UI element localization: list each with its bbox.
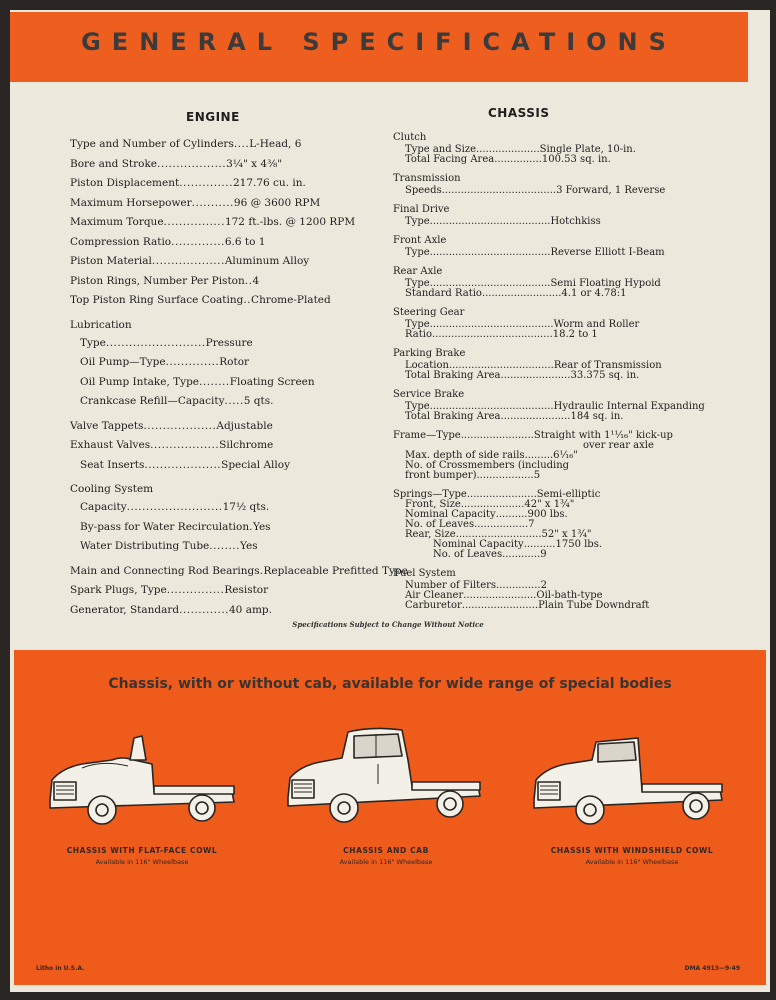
spec-label: Type (405, 247, 430, 258)
change-notice: Specifications Subject to Change Without Notice (292, 620, 484, 629)
spec-label: front bumper) (405, 470, 477, 481)
spec-label: Rear, Size (405, 529, 456, 540)
spec-value: Floating Screen (229, 375, 315, 388)
spec-label: Ratio (405, 329, 432, 340)
spec-label: Maximum Torque (70, 216, 164, 228)
spec-label: Type (80, 336, 106, 349)
front-axle-title: Front Axle (393, 235, 447, 246)
spec-row (393, 248, 748, 258)
spec-label: Number of Filters (405, 580, 497, 591)
spec-label: By-pass for Water Recirculation (80, 520, 250, 533)
spec-value: Pressure (205, 336, 253, 349)
spec-label: Total Facing Area (405, 154, 495, 165)
spec-label: Speeds (405, 185, 442, 196)
clutch-title: Clutch (393, 132, 427, 143)
spec-row (70, 174, 390, 194)
spec-label: Type (405, 278, 430, 289)
leader-dots: ................... (143, 419, 217, 432)
spec-label: Nominal Capacity (405, 509, 496, 520)
leader-dots: .............. (179, 177, 233, 189)
leader-dots: . (249, 520, 253, 533)
spec-label: Air Cleaner (405, 590, 464, 601)
leader-dots: .................... (476, 144, 540, 155)
spec-label: Type (405, 216, 430, 227)
spec-label: Carburetor (405, 600, 462, 611)
spec-row (393, 155, 748, 165)
spec-value: Rear of Transmission (553, 360, 662, 371)
leader-dots: ........................ (461, 600, 539, 611)
spec-row (70, 353, 390, 373)
spec-label: Type and Number of Cylinders (70, 138, 234, 150)
cooling-title: Cooling System (70, 483, 154, 495)
leader-dots: ...................................... (429, 247, 551, 258)
spec-value: L-Head, 6 (249, 138, 302, 150)
leader-dots: ................................. (448, 360, 554, 371)
spec-label: No. of Leaves (433, 549, 503, 560)
leader-dots: .............. (165, 356, 220, 368)
spec-value: Hydraulic Internal Expanding (553, 401, 705, 412)
leader-dots: ......................... (126, 501, 223, 513)
parking-brake-title: Parking Brake (393, 348, 466, 359)
leader-dots: ...................................... (431, 329, 553, 340)
leader-dots: .......................... (105, 336, 206, 349)
engine-specs (70, 135, 408, 620)
spec-value: 172 ft.-lbs. @ 1200 RPM (224, 216, 356, 228)
chassis-heading: CHASSIS (488, 106, 550, 120)
spec-value: Aluminum Alloy (224, 255, 310, 267)
spec-row (393, 550, 748, 560)
leader-dots: ...................................... (429, 216, 551, 227)
engine-heading: ENGINE (186, 110, 240, 124)
truck-caption (32, 846, 252, 866)
leader-dots: ........... (191, 196, 234, 209)
caption-title: CHASSIS WITH FLAT-FACE COWL (66, 846, 218, 855)
spec-value: Straight with 1¹¹⁄₁₆" kick-up (533, 430, 673, 441)
spec-row (70, 601, 390, 621)
spec-value: Yes (239, 540, 258, 552)
spec-value: Reverse Elliott I-Beam (550, 247, 665, 258)
spec-row (70, 498, 390, 518)
spec-row (70, 537, 390, 557)
leader-dots: .............. (171, 235, 225, 248)
leader-dots: ............... (494, 154, 542, 165)
leader-dots: ....................................... (429, 319, 554, 330)
leader-dots: ....................................... (429, 401, 554, 412)
spec-label: Seat Inserts (80, 458, 145, 471)
spec-value: Resistor (224, 584, 269, 596)
spec-label: Springs—Type (393, 489, 467, 500)
leader-dots: ......... (524, 450, 554, 461)
leader-dots: ........................... (455, 529, 542, 540)
spec-label: Nominal Capacity (433, 539, 524, 550)
rear-axle-title: Rear Axle (393, 266, 443, 277)
caption-subtitle: Available in 116" Wheelbase (339, 858, 433, 866)
spec-value: 217.76 cu. in. (232, 177, 306, 189)
spec-row (70, 135, 390, 155)
spec-row (70, 373, 390, 393)
spec-value: Special Alloy (221, 458, 291, 471)
leader-dots: .... (233, 138, 250, 150)
leader-dots: .............. (496, 580, 541, 591)
spec-value: 5 (533, 470, 541, 481)
spec-row (70, 233, 390, 253)
spec-value: 900 lbs. (527, 509, 568, 520)
spec-value: Chrome-Plated (251, 294, 331, 306)
page-title: GENERAL SPECIFICATIONS (81, 28, 677, 56)
form-number: DMA 4913—9-49 (684, 965, 740, 972)
caption-subtitle: Available in 116" Wheelbase (585, 858, 679, 866)
spec-label: Main and Connecting Rod Bearings (70, 564, 260, 577)
caption-title: CHASSIS WITH WINDSHIELD COWL (550, 846, 714, 855)
spec-row (70, 334, 390, 354)
spec-value: Plain Tube Downdraft (538, 600, 650, 611)
leader-dots: ........ (199, 375, 230, 388)
transmission-title: Transmission (393, 173, 461, 184)
spec-label: Type and Size (405, 144, 477, 155)
service-brake-title: Service Brake (393, 389, 465, 400)
spec-label: Capacity (80, 501, 127, 513)
leader-dots: . (259, 564, 264, 577)
caption-subtitle: Available in 116" Wheelbase (95, 858, 189, 866)
spec-value: 40 amp. (229, 603, 272, 616)
spec-label: Bore and Stroke (70, 157, 158, 170)
spec-label: Total Braking Area (405, 370, 501, 381)
spec-label: Standard Ratio (405, 288, 482, 299)
caption-title: CHASSIS AND CAB (343, 846, 429, 855)
truck-flat-face-cowl-illustration (42, 720, 242, 835)
spec-row (393, 186, 748, 196)
final-drive-title: Final Drive (393, 204, 450, 215)
spec-value: 17½ qts. (222, 501, 270, 513)
truck-windshield-cowl-illustration (528, 720, 728, 835)
truck-caption (276, 846, 496, 866)
spec-label: Top Piston Ring Surface Coating (70, 294, 244, 306)
fuel-title: Fuel System (393, 568, 456, 579)
spec-label: Exhaust Valves (70, 439, 151, 451)
spec-value: 7 (528, 519, 535, 530)
spec-value: Adjustable (216, 419, 273, 432)
spec-label: Piston Rings, Number Per Piston (70, 274, 245, 287)
spec-label: Location (405, 360, 449, 371)
spec-label: No. of Crossmembers (including (405, 460, 570, 471)
spec-row (70, 436, 390, 456)
spec-row (70, 562, 408, 582)
bottom-band (14, 650, 766, 985)
leader-dots: .................. (476, 470, 534, 481)
leader-dots: .......... (495, 509, 528, 520)
spec-label: Generator, Standard (70, 603, 180, 616)
leader-dots: ...................... (500, 411, 571, 422)
spec-value: 4 (252, 274, 260, 287)
spec-row (70, 456, 390, 476)
leader-dots: .. (243, 294, 252, 306)
spec-row (70, 518, 390, 538)
spec-row (393, 431, 748, 441)
leader-dots: .................. (157, 157, 227, 170)
spec-value: Silchrome (219, 439, 274, 451)
spec-row (393, 371, 748, 381)
spec-value: 100.53 sq. in. (541, 154, 611, 165)
spec-value: 42" x 1¾" (524, 499, 575, 510)
leader-dots: ............ (502, 549, 541, 560)
spec-value: 4.1 or 4.78:1 (561, 288, 627, 299)
spec-row (393, 330, 748, 340)
leader-dots: .................................... (441, 185, 557, 196)
spec-label: Valve Tappets (70, 419, 144, 432)
spec-row (393, 289, 748, 299)
leader-dots: ................... (151, 255, 225, 267)
spec-value: 6¹⁄₁₆" (553, 450, 578, 461)
spec-value: 2 (540, 580, 547, 591)
leader-dots: .................... (460, 499, 525, 510)
leader-dots: .......... (523, 539, 556, 550)
leader-dots: ........ (209, 540, 240, 552)
spec-value: 6.6 to 1 (224, 235, 266, 248)
leader-dots: ............... (166, 584, 225, 596)
header-band (10, 12, 748, 82)
spec-value: Semi Floating Hypoid (550, 278, 661, 289)
spec-label: Type (405, 401, 430, 412)
spec-row (393, 217, 748, 227)
spec-row (70, 252, 390, 272)
spec-value: Rotor (219, 356, 250, 368)
leader-dots: ..... (224, 395, 244, 407)
spec-row (70, 213, 390, 233)
spec-value: Semi-elliptic (536, 489, 601, 500)
spec-label: Piston Material (70, 255, 152, 267)
spec-value: Hotchkiss (550, 216, 601, 227)
spec-value: 18.2 to 1 (552, 329, 598, 340)
bottom-headline: Chassis, with or without cab, available for wide range of special bodies (108, 676, 672, 692)
spec-label: Oil Pump Intake, Type (80, 375, 200, 388)
leader-dots: ................. (474, 519, 529, 530)
leader-dots: .................. (150, 439, 220, 451)
spec-row (393, 601, 748, 611)
spec-value: Single Plate, 10-in. (539, 144, 636, 155)
spec-value: 52" x 1¾" (541, 529, 592, 540)
leader-dots: .. (244, 274, 253, 287)
spec-value: 33.375 sq. in. (570, 370, 640, 381)
spec-label: No. of Leaves (405, 519, 475, 530)
spec-value: Worm and Roller (553, 319, 640, 330)
leader-dots: ...................... (466, 489, 537, 500)
spec-label: Max. depth of side rails (405, 450, 525, 461)
litho-note: Litho in U.S.A. (36, 965, 85, 972)
spec-row (70, 291, 390, 311)
spec-label: Type (405, 319, 430, 330)
spec-row (70, 581, 390, 601)
spec-row (70, 194, 390, 214)
spec-label: Spark Plugs, Type (70, 584, 167, 596)
spec-value: over rear axle (583, 440, 654, 451)
spec-label: Piston Displacement (70, 177, 180, 189)
spec-value: 96 @ 3600 RPM (233, 196, 321, 209)
leader-dots: .................... (144, 458, 222, 471)
spec-row (393, 471, 748, 481)
spec-label: Water Distributing Tube (80, 540, 210, 552)
spec-row (70, 417, 390, 437)
steering-title: Steering Gear (393, 307, 465, 318)
spec-row (70, 392, 390, 412)
spec-label: Total Braking Area (405, 411, 501, 422)
leader-dots: ....................... (463, 590, 537, 601)
spec-label: Crankcase Refill—Capacity (80, 395, 225, 407)
spec-label: Front, Size (405, 499, 461, 510)
spec-label: Frame—Type (393, 430, 461, 441)
spec-value: 3¼" x 4⅜" (226, 157, 283, 170)
leader-dots: ...................................... (429, 278, 551, 289)
chassis-specs (393, 133, 748, 611)
spec-value: Replaceable Prefitted Type (263, 564, 408, 577)
spec-row (70, 272, 390, 292)
spec-value: Oil-bath-type (536, 590, 603, 601)
leader-dots: ................ (163, 216, 225, 228)
spec-value: 9 (540, 549, 547, 560)
truck-chassis-and-cab-illustration (282, 720, 482, 835)
truck-caption (522, 846, 742, 866)
leader-dots: ...................... (500, 370, 571, 381)
spec-row (70, 155, 390, 175)
spec-label: Compression Ratio (70, 235, 172, 248)
spec-value: 1750 lbs. (555, 539, 603, 550)
spec-value: 3 Forward, 1 Reverse (556, 185, 666, 196)
spec-label: Maximum Horsepower (70, 196, 192, 209)
spec-value: Yes (252, 520, 271, 533)
spec-value: 184 sq. in. (570, 411, 624, 422)
spec-label: Oil Pump—Type (80, 356, 166, 368)
lubrication-title: Lubrication (70, 318, 132, 331)
spec-row (393, 412, 748, 422)
leader-dots: ....................... (460, 430, 534, 441)
leader-dots: ......................... (481, 288, 562, 299)
leader-dots: ............. (179, 603, 229, 616)
spec-value: 5 qts. (243, 395, 274, 407)
